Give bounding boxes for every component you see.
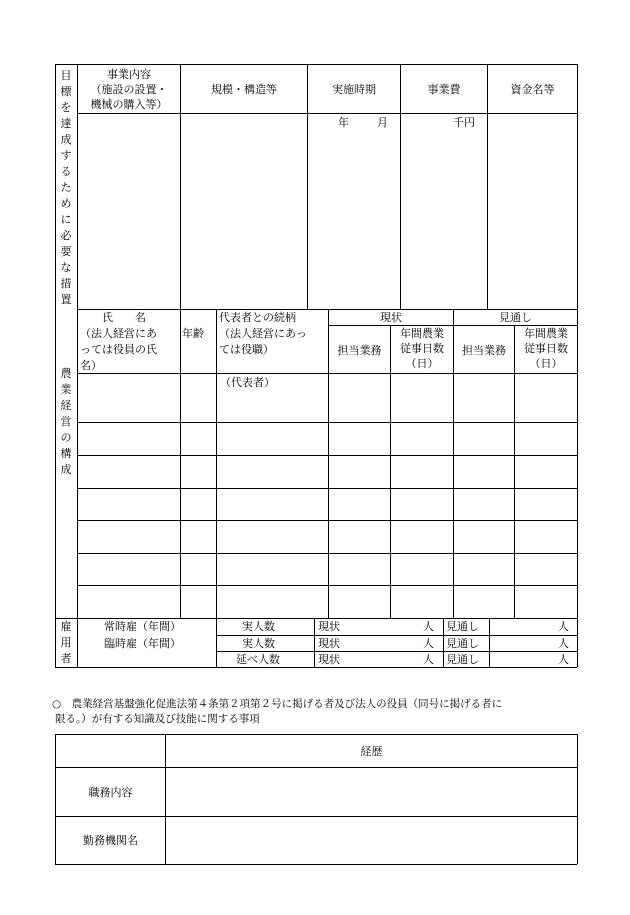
unit-month: 月 bbox=[377, 116, 388, 129]
table-divider bbox=[443, 618, 444, 667]
label-job-content: 職務内容 bbox=[88, 786, 133, 799]
measures-side-label: 目 標 を 達 成 す る た め に 必 要 な 措 置 bbox=[60, 69, 72, 306]
table-divider bbox=[216, 309, 217, 618]
table-divider bbox=[489, 618, 490, 667]
header-current: 現状 bbox=[380, 311, 402, 324]
label-employer-name: 勤務機関名 bbox=[83, 834, 138, 847]
table-row-line bbox=[216, 651, 577, 652]
table-divider bbox=[77, 113, 577, 114]
header-duty-outlook: 担当業務 bbox=[462, 344, 506, 357]
header-history: 経歴 bbox=[360, 745, 383, 758]
table-row-line bbox=[77, 553, 577, 554]
label-outlook: 見通し bbox=[446, 620, 479, 633]
unit-person: 人 bbox=[423, 637, 434, 650]
header-name: 氏 名 （法人経営にあ っては役員の氏 名） bbox=[80, 311, 157, 372]
label-current: 現状 bbox=[318, 653, 340, 666]
table-divider bbox=[55, 767, 577, 768]
label-outlook: 見通し bbox=[446, 637, 479, 650]
table-row-line bbox=[77, 422, 577, 423]
table-divider bbox=[400, 64, 401, 309]
label-person-days: 延べ人数 bbox=[236, 653, 280, 666]
table-divider bbox=[180, 64, 181, 309]
header-duty-current: 担当業務 bbox=[337, 344, 382, 357]
header-outlook: 見通し bbox=[499, 311, 532, 324]
table-row-line bbox=[77, 488, 577, 489]
unit-person: 人 bbox=[423, 620, 434, 633]
header-cost: 事業費 bbox=[427, 83, 461, 96]
table-row-line bbox=[77, 455, 577, 456]
representative-label: （代表者） bbox=[220, 376, 275, 389]
table-row-line bbox=[77, 520, 577, 521]
label-current: 現状 bbox=[318, 620, 340, 633]
unit-year: 年 bbox=[338, 116, 349, 129]
knowledge-note: ○ 農業経営基盤強化促進法第４条第２項第２号に掲げる者及び法人の役員（同号に掲げる者に 限る。）が有する知識及び技能に関する事項 bbox=[52, 698, 503, 725]
table-border bbox=[577, 734, 578, 864]
unit-person: 人 bbox=[423, 653, 434, 666]
table-border bbox=[55, 734, 577, 735]
label-current: 現状 bbox=[318, 637, 340, 650]
header-age: 年齢 bbox=[182, 327, 204, 340]
header-days-current: 年間農業 従事日数 （日） bbox=[400, 327, 444, 370]
table-border bbox=[55, 864, 577, 865]
table-divider bbox=[307, 64, 308, 309]
table-border bbox=[55, 667, 577, 668]
table-border bbox=[577, 64, 578, 667]
unit-thousand-yen: 千円 bbox=[453, 116, 475, 129]
header-scale: 規模・構造等 bbox=[211, 83, 277, 96]
label-actual-count: 実人数 bbox=[242, 620, 275, 633]
table-row-line bbox=[77, 585, 577, 586]
label-temporary-employees: 臨時雇（年間） bbox=[104, 637, 181, 650]
table-divider bbox=[487, 64, 488, 309]
table-divider bbox=[77, 64, 78, 667]
header-relation: 代表者との続柄 （法人経営にあっ ては役職） bbox=[219, 311, 307, 356]
unit-person: 人 bbox=[558, 620, 569, 633]
table-divider bbox=[216, 618, 217, 667]
unit-person: 人 bbox=[558, 637, 569, 650]
employees-side-label: 雇 用 者 bbox=[60, 620, 72, 665]
unit-person: 人 bbox=[558, 653, 569, 666]
table-divider bbox=[180, 309, 181, 618]
header-project-content: 事業内容 （施設の設置・ 機械の購入等） bbox=[90, 68, 168, 111]
table-divider bbox=[55, 816, 577, 817]
header-days-outlook: 年間農業 従事日数 （日） bbox=[524, 327, 568, 370]
table-border bbox=[55, 64, 577, 65]
header-timing: 実施時期 bbox=[332, 83, 376, 96]
table-divider bbox=[314, 618, 315, 667]
management-side-label: 農 業 経 営 の 構 成 bbox=[60, 367, 72, 476]
label-outlook: 見通し bbox=[446, 653, 479, 666]
label-regular-employees: 常時雇（年間） bbox=[104, 620, 181, 633]
table-border bbox=[55, 64, 56, 667]
table-divider bbox=[55, 618, 577, 619]
header-funding: 資金名等 bbox=[510, 83, 555, 96]
table-row-line bbox=[216, 635, 577, 636]
label-actual-count: 実人数 bbox=[242, 637, 275, 650]
